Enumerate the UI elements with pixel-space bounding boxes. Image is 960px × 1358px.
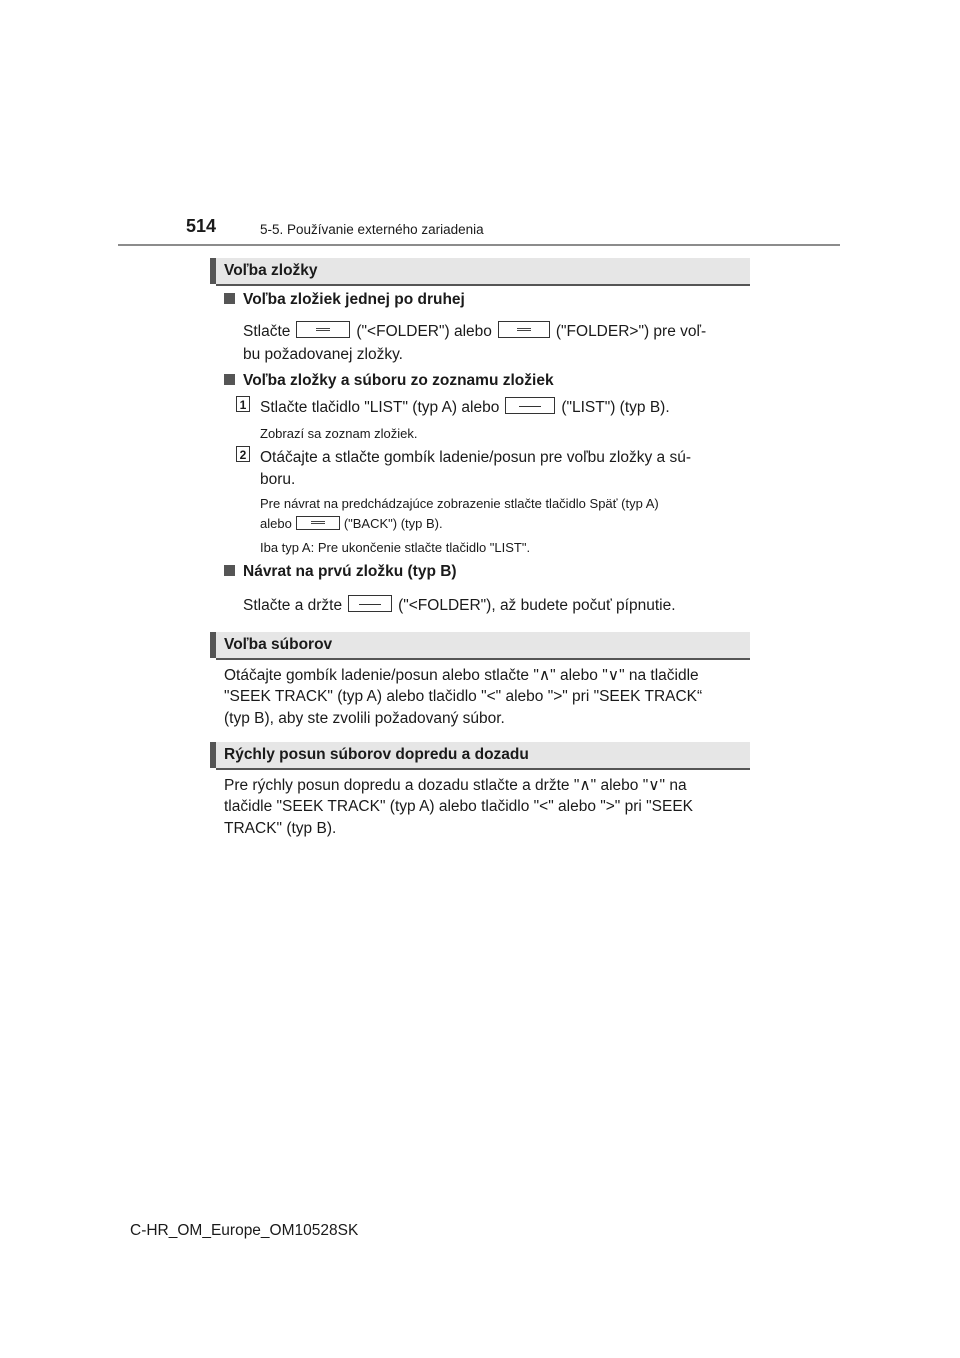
square-bullet-icon <box>224 565 235 576</box>
subheading-from-list <box>224 372 554 390</box>
paragraph-line: (typ B), aby ste zvolili požadovaný súbor. <box>224 710 505 727</box>
step-line: Otáčajte a stlačte gombík ladenie/posun pre voľbu zložky a sú- <box>260 449 692 466</box>
step-line: boru. <box>260 471 296 488</box>
step-number-badge: 2 <box>236 446 250 462</box>
text-fragment: Stlačte <box>243 323 291 340</box>
step-line <box>260 399 670 417</box>
paragraph-line: bu požadovanej zložky. <box>243 346 403 363</box>
text-fragment: Stlačte a držte <box>243 597 343 614</box>
text-fragment: ("FOLDER>") pre voľ- <box>555 323 707 340</box>
paragraph-line <box>243 597 676 615</box>
subheading-first-folder <box>224 563 457 581</box>
folder-button-icon <box>348 595 392 612</box>
step-note: Iba typ A: Pre ukončenie stlačte tlačidlo "LIST". <box>260 540 531 555</box>
text-fragment: ("BACK") (typ B). <box>343 516 443 531</box>
paragraph-line: Pre rýchly posun dopredu a dozadu stlačte a držte "∧" alebo "∨" na <box>224 777 687 794</box>
subheading-text: Voľba zložiek jednej po druhej <box>243 291 465 308</box>
list-button-icon <box>505 397 555 414</box>
subheading-text: Návrat na prvú zložku (typ B) <box>243 563 457 580</box>
folder-prev-button-icon <box>296 321 350 338</box>
paragraph-line: tlačidle "SEEK TRACK" (typ A) alebo tlačidlo "<" alebo ">" pri "SEEK <box>224 798 694 815</box>
section-heading-files <box>210 632 750 658</box>
chapter-title: 5-5. Používanie externého zariadenia <box>260 222 484 237</box>
step-note: Pre návrat na predchádzajúce zobrazenie stlačte tlačidlo Späť (typ A) <box>260 496 659 511</box>
step-number-badge: 1 <box>236 396 250 412</box>
text-fragment: ("<FOLDER") alebo <box>356 323 492 340</box>
paragraph-line: Otáčajte gombík ladenie/posun alebo stlačte "∧" alebo "∨" na tlačidle <box>224 667 699 684</box>
folder-next-button-icon <box>498 321 550 338</box>
subheading-one-by-one <box>224 291 465 309</box>
section-heading-fast-forward <box>210 742 750 768</box>
text-fragment: ("LIST") (typ B). <box>561 399 670 416</box>
header-divider <box>118 244 840 246</box>
text-fragment: ("<FOLDER"), až budete počuť pípnutie. <box>398 597 676 614</box>
document-id: C-HR_OM_Europe_OM10528SK <box>130 1222 359 1239</box>
page-number: 514 <box>186 216 217 236</box>
back-button-icon <box>296 516 340 530</box>
step-note <box>260 516 443 532</box>
square-bullet-icon <box>224 374 235 385</box>
square-bullet-icon <box>224 293 235 304</box>
subheading-text: Voľba zložky a súboru zo zoznamu zložiek <box>243 372 554 389</box>
section-heading-text: Voľba zložky <box>224 262 318 279</box>
paragraph-line <box>243 323 745 341</box>
text-fragment: alebo <box>260 516 292 531</box>
section-heading-folder <box>210 258 750 284</box>
text-fragment: Stlačte tlačidlo "LIST" (typ A) alebo <box>260 399 500 416</box>
paragraph-line: "SEEK TRACK" (typ A) alebo tlačidlo "<" alebo ">" pri "SEEK TRACK“ <box>224 688 703 705</box>
section-heading-text: Voľba súborov <box>224 636 333 653</box>
paragraph-line: TRACK" (typ B). <box>224 820 337 837</box>
section-heading-text: Rýchly posun súborov dopredu a dozadu <box>224 746 529 763</box>
step-note: Zobrazí sa zoznam zložiek. <box>260 426 418 441</box>
